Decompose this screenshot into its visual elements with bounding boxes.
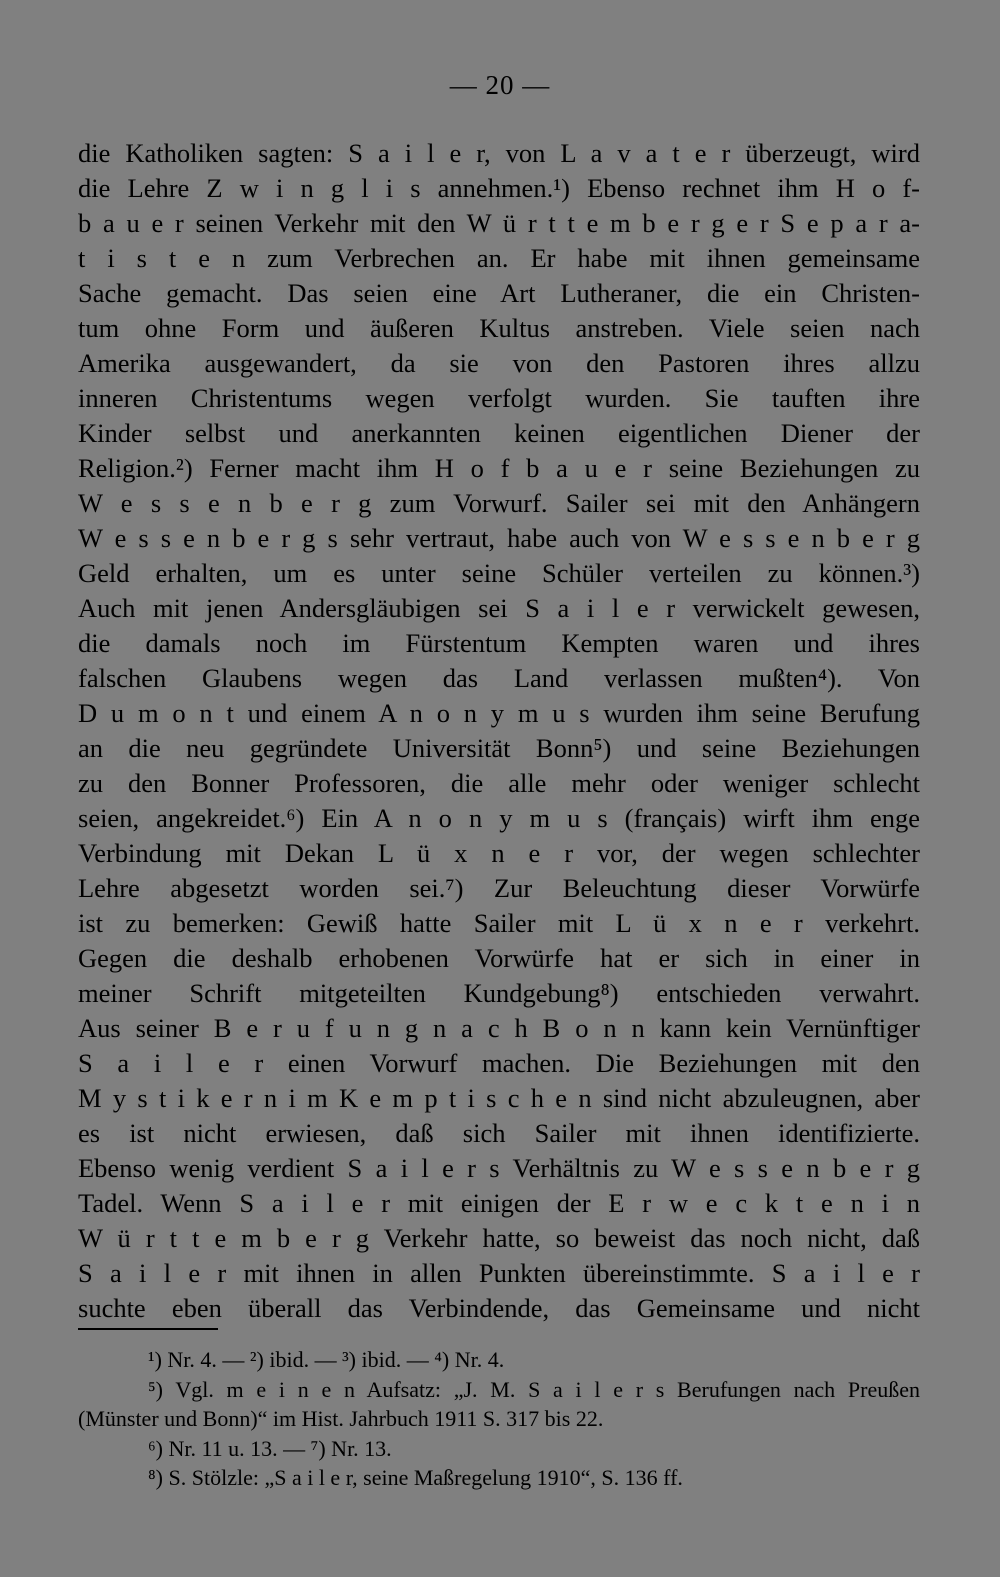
text-line: b a u e r seinen Verkehr mit den W ü r t t e m b e r g e r S e p a r a- xyxy=(78,208,920,238)
text-line: inneren Christentums wegen verfolgt wurden. Sie tauften ihre xyxy=(78,383,920,413)
text-line: Geld erhalten, um es unter seine Schüler verteilen zu können.³) xyxy=(78,558,920,588)
text-line: zu den Bonner Professoren, die alle mehr oder weniger schlecht xyxy=(78,768,920,798)
footnotes xyxy=(78,1345,920,1493)
footnote-divider xyxy=(78,1328,218,1330)
text-line: S a i l e r mit ihnen in allen Punkten übereinstimmte. S a i l e r xyxy=(78,1258,920,1288)
text-line: seien, angekreidet.⁶) Ein A n o n y m u s (français) wirft ihm enge xyxy=(78,803,920,833)
footnote: ⁶) Nr. 11 u. 13. — ⁷) Nr. 13. xyxy=(148,1435,392,1461)
text-line: die damals noch im Fürstentum Kempten waren und ihres xyxy=(78,628,920,658)
text-line: die Lehre Z w i n g l i s annehmen.¹) Ebenso rechnet ihm H o f- xyxy=(78,173,920,203)
text-line: suchte eben überall das Verbindende, das Gemeinsame und nicht xyxy=(78,1293,920,1323)
text-line: W ü r t t e m b e r g Verkehr hatte, so beweist das noch nicht, daß xyxy=(78,1223,920,1253)
text-line: die Katholiken sagten: S a i l e r, von L a v a t e r überzeugt, wird xyxy=(78,138,920,168)
text-line: falschen Glaubens wegen das Land verlassen mußten⁴). Von xyxy=(78,663,920,693)
text-line: Verbindung mit Dekan L ü x n e r vor, der wegen schlechter xyxy=(78,838,920,868)
body-text xyxy=(78,136,920,1326)
text-line: an die neu gegründete Universität Bonn⁵) und seine Beziehungen xyxy=(78,733,920,763)
text-line: Aus seiner B e r u f u n g n a c h B o n n kann kein Vernünftiger xyxy=(78,1013,920,1043)
text-line: ist zu bemerken: Gewiß hatte Sailer mit L ü x n e r verkehrt. xyxy=(78,908,920,938)
text-line: Gegen die deshalb erhobenen Vorwürfe hat er sich in einer in xyxy=(78,943,920,973)
text-line: M y s t i k e r n i m K e m p t i s c h e n sind nicht abzuleugnen, aber xyxy=(78,1083,920,1113)
text-line: W e s s e n b e r g s sehr vertraut, habe auch von W e s s e n b e r g xyxy=(78,523,920,553)
footnote: ⁵) Vgl. m e i n e n Aufsatz: „J. M. S a i l e r s Berufungen nach Preußen xyxy=(148,1376,920,1402)
text-line: meiner Schrift mitgeteilten Kundgebung⁸) entschieden verwahrt. xyxy=(78,978,920,1008)
text-line: Kinder selbst und anerkannten keinen eigentlichen Diener der xyxy=(78,418,920,448)
footnote: (Münster und Bonn)“ im Hist. Jahrbuch 1911 S. 317 bis 22. xyxy=(78,1406,604,1431)
text-line: S a i l e r einen Vorwurf machen. Die Beziehungen mit den xyxy=(78,1048,920,1078)
text-line: tum ohne Form und äußeren Kultus anstreben. Viele seien nach xyxy=(78,313,920,343)
text-line: Sache gemacht. Das seien eine Art Lutheraner, die ein Christen- xyxy=(78,278,920,308)
text-line: W e s s e n b e r g zum Vorwurf. Sailer sei mit den Anhängern xyxy=(78,488,920,518)
footnote: ⁸) S. Stölzle: „S a i l e r, seine Maßregelung 1910“, S. 136 ff. xyxy=(148,1465,683,1490)
text-line: D u m o n t und einem A n o n y m u s wurden ihm seine Berufung xyxy=(78,698,920,728)
text-line: Religion.²) Ferner macht ihm H o f b a u e r seine Beziehungen zu xyxy=(78,453,920,483)
text-line: Lehre abgesetzt worden sei.⁷) Zur Beleuchtung dieser Vorwürfe xyxy=(78,873,920,903)
page-number: — 20 — xyxy=(449,70,551,100)
text-line: Ebenso wenig verdient S a i l e r s Verhältnis zu W e s s e n b e r g xyxy=(78,1153,920,1183)
text-line: es ist nicht erwiesen, daß sich Sailer mit ihnen identifizierte. xyxy=(78,1118,920,1148)
text-line: Amerika ausgewandert, da sie von den Pastoren ihres allzu xyxy=(78,348,920,378)
footnote: ¹) Nr. 4. — ²) ibid. — ³) ibid. — ⁴) Nr. 4. xyxy=(148,1347,505,1372)
text-line: Auch mit jenen Andersgläubigen sei S a i l e r verwickelt gewesen, xyxy=(78,593,920,623)
text-line: Tadel. Wenn S a i l e r mit einigen der E r w e c k t e n i n xyxy=(78,1188,920,1218)
text-line: t i s t e n zum Verbrechen an. Er habe mit ihnen gemeinsame xyxy=(78,243,920,273)
